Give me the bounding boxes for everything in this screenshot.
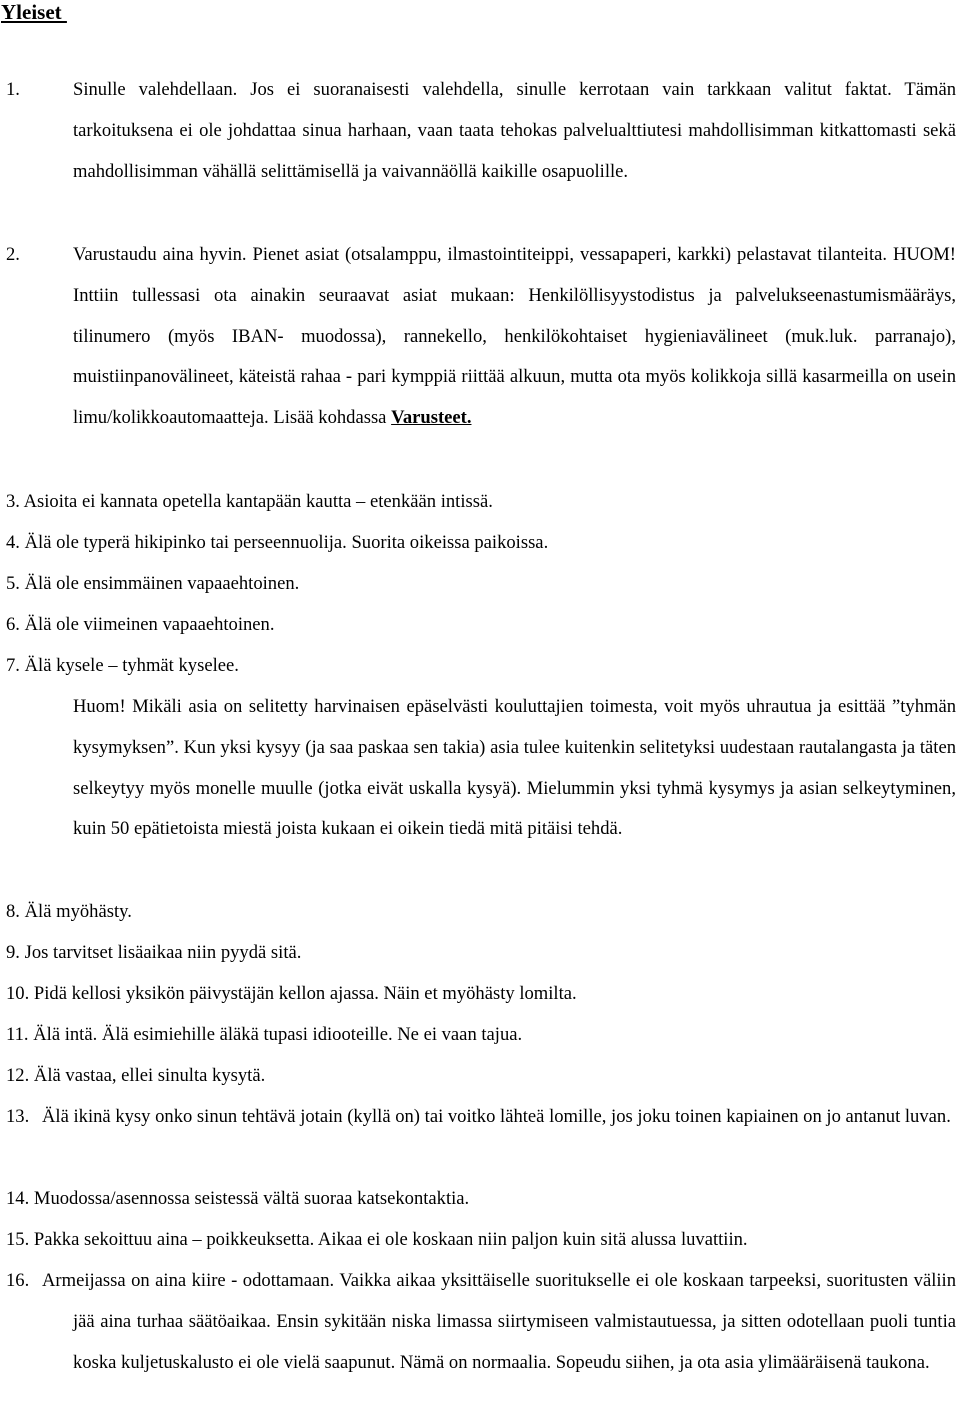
list-item-number: 13. xyxy=(6,1106,30,1127)
list-item-number: 6. xyxy=(6,614,20,635)
list-item-text: Sinulle valehdellaan. Jos ei suoranaisesti valehdella, sinulle kerrotaan vain tarkkaan valitut faktat. Tämän tarkoituksena ei ole johdattaa sinua harhaan, vaan taata tehokas palvelualttiutesi mahdollisimman kitkattomasti sekä mahdollisimman vähällä selittämisellä ja vaivannäöllä kaikille osapuolille. xyxy=(73,79,956,182)
list-item-number: 10. xyxy=(6,983,30,1004)
list-item-7 xyxy=(6,646,956,687)
list-item-number: 8. xyxy=(6,901,20,922)
list-item-12 xyxy=(6,1056,956,1097)
list-item-number: 2. xyxy=(6,244,20,265)
list-item-16-text: Armeijassa on aina kiire - odottamaan. Vaikka aikaa yksittäiselle suoritukselle ei ole koskaan tarpeeksi, suoritusten väliin jää aina turhaa säätöaikaa. Ensin sykitään niska limassa siirtymiseen valmistautuessa, ja sitten odotellaan puoli tuntia koska kuljetuskalusto ei ole vielä saapunut. Nämä on normaalia. Sopeudu siihen, ja ota asia ylimääräisenä taukona. xyxy=(42,1270,956,1373)
list-item-11 xyxy=(6,1015,956,1056)
list-item-text: Älä intä. Älä esimiehille äläkä tupasi idiooteille. Ne ei vaan tajua. xyxy=(33,1024,523,1045)
list-item-15 xyxy=(6,1220,956,1261)
list-item-8 xyxy=(6,892,956,933)
list-item-number: 16. xyxy=(6,1270,30,1291)
list-item-number: 9. xyxy=(6,942,20,963)
section-heading: Yleiset xyxy=(1,0,67,24)
varusteet-link[interactable]: Varusteet. xyxy=(391,407,472,429)
list-item-text: Älä myöhästy. xyxy=(24,901,132,922)
list-item-1 xyxy=(6,70,956,192)
list-item-2 xyxy=(6,235,956,439)
list-item-text: Älä kysele – tyhmät kyselee. xyxy=(24,655,239,676)
list-item-text: Älä vastaa, ellei sinulta kysytä. xyxy=(33,1065,266,1086)
list-item-text xyxy=(73,235,956,439)
list-item-text: Jos tarvitset lisäaikaa niin pyydä sitä. xyxy=(24,942,302,963)
list-item-10 xyxy=(6,974,956,1015)
list-item-number: 4. xyxy=(6,532,20,553)
list-item-13-text: Älä ikinä kysy onko sinun tehtävä jotain (kyllä on) tai voitko lähteä lomille, jos joku toinen kapiainen on jo antanut luvan. xyxy=(42,1106,951,1127)
list-item-3 xyxy=(6,482,956,523)
list-item-text: Älä ole ensimmäinen vapaaehtoinen. xyxy=(24,573,300,594)
list-item-text-part: Varustaudu aina hyvin. Pienet asiat (otsalamppu, ilmastointiteippi, vessapaperi, karkki) pelastavat tilanteita. HUOM! Inttiin tullessasi ota ainakin seuraavat asiat mukaan: Henkilöllisyystodistus ja palvelukseenastumismääräys, tilinumero (myös IBAN- muodossa), rannekello, henkilökohtaiset hygieniavälineet (muk.luk. parranajo), muistiinpanovälineet, käteistä rahaa - pari kymppiä riittää alkuun, mutta ota myös kolikkoja sillä kasarmeilla on usein limu/kolikkoautomaatteja. Lisää kohdassa xyxy=(73,244,956,429)
list-item-text xyxy=(42,1097,956,1138)
list-item-number: 12. xyxy=(6,1065,30,1086)
list-item-number: 11. xyxy=(6,1024,29,1045)
list-item-text: Älä ole typerä hikipinko tai perseennuolija. Suorita oikeissa paikoissa. xyxy=(24,532,549,553)
list-item-14 xyxy=(6,1179,956,1220)
item-7-note: Huom! Mikäli asia on selitetty harvinaisen epäselvästi kouluttajien toimesta, voit myös uhrautua ja esittää ”tyhmän kysymyksen”. Kun yksi kysyy (ja saa paskaa sen takia) asia tulee kuitenkin selitetyksi uudestaan rautalangasta ja täten selkeytyy myös monelle muulle (jotka eivät uskalla kysyä). Mielummin yksi tyhmä kysymys ja asian selkeytyminen, kuin 50 epätietoista miestä joista kukaan ei oikein tiedä mitä pitäisi tehdä. xyxy=(73,696,956,840)
list-item-text: Pakka sekoittuu aina – poikkeuksetta. Aikaa ei ole koskaan niin paljon kuin sitä alussa luvattiin. xyxy=(33,1229,748,1250)
list-item-number: 14. xyxy=(6,1188,30,1209)
list-item-number: 3. xyxy=(6,491,20,512)
list-item-text: Älä ole viimeinen vapaaehtoinen. xyxy=(24,614,275,635)
list-item-5 xyxy=(6,564,956,605)
list-item-text: Muodossa/asennossa seistessä vältä suoraa katsekontaktia. xyxy=(33,1188,470,1209)
list-item-number: 1. xyxy=(6,79,20,100)
list-item-13 xyxy=(6,1097,956,1138)
list-item-16 xyxy=(6,1261,956,1383)
list-item-text: Pidä kellosi yksikön päivystäjän kellon ajassa. Näin et myöhästy lomilta. xyxy=(33,983,577,1004)
list-item-number: 15. xyxy=(6,1229,30,1250)
list-item-text xyxy=(42,1261,956,1383)
list-item-number: 7. xyxy=(6,655,20,676)
list-item-number: 5. xyxy=(6,573,20,594)
list-item-text: Asioita ei kannata opetella kantapään kautta – etenkään intissä. xyxy=(23,491,493,512)
list-item-9 xyxy=(6,933,956,974)
list-item-6 xyxy=(6,605,956,646)
list-item-4 xyxy=(6,523,956,564)
